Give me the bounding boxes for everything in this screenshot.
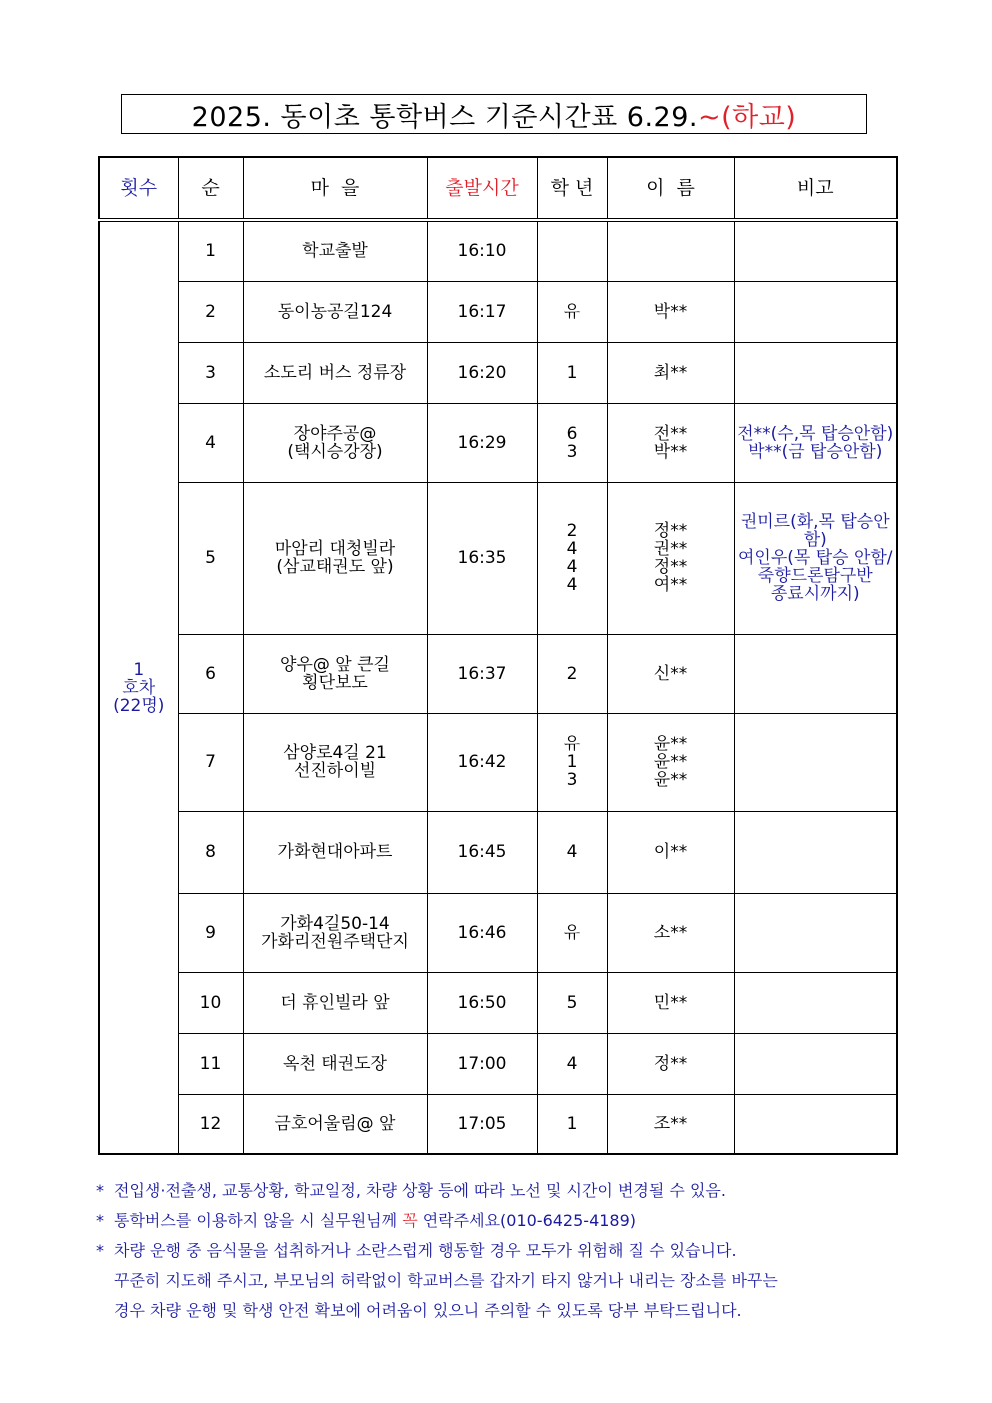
note-cell <box>734 634 897 713</box>
table-row <box>99 1094 897 1154</box>
table-row <box>99 403 897 482</box>
student-name: 최** <box>653 362 688 383</box>
seq-cell: 3 <box>178 342 243 403</box>
footnote-2 <box>96 1206 906 1236</box>
grade-cell <box>537 634 607 713</box>
student-name: 민** <box>653 992 688 1013</box>
seq-cell: 8 <box>178 811 243 893</box>
grade-value: 유 <box>563 922 581 943</box>
depart-time-cell: 16:42 <box>427 713 537 811</box>
title-main: 2025. 동이초 통학버스 기준시간표 6.29. <box>191 101 698 133</box>
seq-cell: 9 <box>178 893 243 972</box>
table-row <box>99 972 897 1033</box>
header-name: 이 름 <box>607 157 734 220</box>
depart-time-cell: 16:37 <box>427 634 537 713</box>
name-cell <box>607 811 734 893</box>
note-cell <box>734 482 897 634</box>
grade-value: 6 <box>566 423 578 444</box>
grade-value: 4 <box>566 575 578 595</box>
grade-value: 2 <box>566 521 578 541</box>
name-cell <box>607 972 734 1033</box>
table-row <box>99 1033 897 1094</box>
village-line: 학교출발 <box>302 241 368 262</box>
village-line: 가화리전원주택단지 <box>261 931 409 952</box>
schedule-body <box>99 220 897 1154</box>
village-cell <box>243 403 427 482</box>
footnotes <box>96 1176 906 1326</box>
depart-time-cell: 16:50 <box>427 972 537 1033</box>
grade-value: 3 <box>566 441 578 462</box>
student-name: 박** <box>653 301 688 322</box>
grade-value: 1 <box>566 362 578 383</box>
grade-value: 유 <box>563 734 581 754</box>
name-cell <box>607 220 734 281</box>
student-name: 전** <box>653 423 688 444</box>
grade-value: 2 <box>566 663 578 684</box>
table-row <box>99 342 897 403</box>
village-cell <box>243 634 427 713</box>
table-row <box>99 281 897 342</box>
table-row <box>99 634 897 713</box>
note-line: 전**(수,목 탑승안함) <box>737 423 894 444</box>
table-row <box>99 482 897 634</box>
depart-time-cell: 16:46 <box>427 893 537 972</box>
table-row <box>99 713 897 811</box>
student-name: 윤** <box>653 734 688 754</box>
village-cell <box>243 1033 427 1094</box>
village-line: 양우@ 앞 큰길 <box>280 654 390 675</box>
footnote-1-text: 전입생·전출생, 교통상황, 학교일정, 차량 상황 등에 따라 노선 및 시간이 변경될 수 있음. <box>114 1181 726 1200</box>
grade-value: 1 <box>566 1113 578 1134</box>
village-line: 삼양로4길 21 <box>283 743 387 763</box>
footnote-2-emphasis: 꼭 <box>402 1211 418 1230</box>
grade-cell <box>537 342 607 403</box>
note-cell <box>734 1094 897 1154</box>
student-name: 정** <box>653 1053 688 1074</box>
footnote-2-text-b: 연락주세요(010-6425-4189) <box>417 1211 637 1230</box>
seq-cell: 6 <box>178 634 243 713</box>
seq-cell: 11 <box>178 1033 243 1094</box>
header-note: 비고 <box>734 157 897 220</box>
note-line: 여인우(목 탑승 안함/ <box>737 548 893 568</box>
student-name: 윤** <box>653 752 688 772</box>
name-cell <box>607 634 734 713</box>
village-line: 선진하이빌 <box>293 761 377 781</box>
student-name: 이** <box>653 842 688 862</box>
note-cell <box>734 811 897 893</box>
depart-time-cell: 16:20 <box>427 342 537 403</box>
village-cell <box>243 893 427 972</box>
village-cell <box>243 220 427 281</box>
grade-cell <box>537 893 607 972</box>
village-line: (택시승강장) <box>287 441 383 462</box>
schedule-table <box>98 156 898 1155</box>
village-cell <box>243 713 427 811</box>
note-cell <box>734 1033 897 1094</box>
grade-cell <box>537 1094 607 1154</box>
grade-value: 4 <box>566 1053 578 1074</box>
grade-value: 4 <box>566 842 578 862</box>
footnote-2-text-a: 통학버스를 이용하지 않을 시 실무원님께 <box>114 1211 403 1230</box>
footnote-3 <box>96 1236 906 1266</box>
seq-cell: 1 <box>178 220 243 281</box>
grade-value: 유 <box>563 301 581 322</box>
header-grade: 학 년 <box>537 157 607 220</box>
seq-cell: 7 <box>178 713 243 811</box>
village-cell <box>243 342 427 403</box>
footnote-3-line-1: 차량 운행 중 음식물을 섭취하거나 소란스럽게 행동할 경우 모두가 위험해 질 수 있습니다. <box>114 1241 737 1260</box>
village-cell <box>243 482 427 634</box>
village-line: 장야주공@ <box>293 423 377 444</box>
footnote-star: * <box>96 1211 104 1230</box>
name-cell <box>607 281 734 342</box>
header-count: 횟수 <box>99 157 178 220</box>
student-name: 소** <box>653 922 688 943</box>
name-cell <box>607 403 734 482</box>
depart-time-cell: 16:17 <box>427 281 537 342</box>
village-line: 마암리 대청빌라 <box>274 539 396 559</box>
footnote-star: * <box>96 1181 104 1200</box>
depart-time-cell: 16:45 <box>427 811 537 893</box>
seq-cell: 12 <box>178 1094 243 1154</box>
seq-cell: 5 <box>178 482 243 634</box>
note-line: 죽향드론탐구반 <box>757 566 873 586</box>
grade-value: 1 <box>566 752 578 772</box>
page-title <box>121 94 867 134</box>
note-cell <box>734 403 897 482</box>
village-line: 가화현대아파트 <box>277 842 393 862</box>
village-cell <box>243 811 427 893</box>
grade-cell <box>537 220 607 281</box>
note-cell <box>734 893 897 972</box>
title-suffix: ~(하교) <box>697 101 797 133</box>
grade-value: 3 <box>566 770 578 790</box>
student-name: 정** <box>653 521 688 541</box>
note-line: 권미르(화,목 탑승안함) <box>740 512 890 550</box>
name-cell <box>607 893 734 972</box>
grade-value: 4 <box>566 557 578 577</box>
depart-time-cell: 16:35 <box>427 482 537 634</box>
student-name: 정** <box>653 557 688 577</box>
name-cell <box>607 1033 734 1094</box>
village-line: 동이농공길124 <box>277 301 393 322</box>
note-line: 박**(금 탑승안함) <box>748 441 883 462</box>
student-name: 조** <box>653 1113 688 1134</box>
grade-cell <box>537 281 607 342</box>
grade-cell <box>537 811 607 893</box>
note-cell <box>734 342 897 403</box>
note-cell <box>734 220 897 281</box>
village-line: 더 휴인빌라 앞 <box>280 992 390 1013</box>
village-line: 소도리 버스 정류장 <box>263 362 407 383</box>
village-cell <box>243 972 427 1033</box>
depart-time-cell: 17:05 <box>427 1094 537 1154</box>
grade-value: 5 <box>566 992 578 1013</box>
grade-cell <box>537 482 607 634</box>
name-cell <box>607 482 734 634</box>
name-cell <box>607 713 734 811</box>
student-name: 신** <box>653 663 688 684</box>
table-row <box>99 893 897 972</box>
grade-cell <box>537 403 607 482</box>
table-row <box>99 220 897 281</box>
depart-time-cell: 16:10 <box>427 220 537 281</box>
seq-cell: 4 <box>178 403 243 482</box>
header-seq: 순 <box>178 157 243 220</box>
note-cell <box>734 972 897 1033</box>
note-cell <box>734 713 897 811</box>
grade-value: 4 <box>566 539 578 559</box>
student-name: 박** <box>653 441 688 462</box>
seq-cell: 10 <box>178 972 243 1033</box>
trip-cell: 1 호차 (22명) <box>99 220 178 1154</box>
village-cell <box>243 281 427 342</box>
village-line: 금호어울림@ 앞 <box>274 1113 396 1134</box>
depart-time-cell: 16:29 <box>427 403 537 482</box>
village-cell <box>243 1094 427 1154</box>
note-line: 종료시까지) <box>770 584 860 604</box>
village-line: 옥천 태권도장 <box>283 1053 387 1074</box>
grade-cell <box>537 972 607 1033</box>
footnote-1 <box>96 1176 906 1206</box>
header-village: 마 을 <box>243 157 427 220</box>
footnote-3-line-3: 경우 차량 운행 및 학생 안전 확보에 어려움이 있으니 주의할 수 있도록 당부 부탁드립니다. <box>114 1301 742 1320</box>
village-line: 가화4길50-14 <box>280 913 390 934</box>
name-cell <box>607 342 734 403</box>
village-line: 횡단보도 <box>302 672 368 693</box>
depart-time-cell: 17:00 <box>427 1033 537 1094</box>
table-row <box>99 811 897 893</box>
footnote-3-line-2: 꾸준히 지도해 주시고, 부모님의 허락없이 학교버스를 갑자기 타지 않거나 내리는 장소를 바꾸는 <box>114 1271 778 1290</box>
student-name: 권** <box>653 539 688 559</box>
name-cell <box>607 1094 734 1154</box>
header-depart-time: 출발시간 <box>427 157 537 220</box>
grade-cell <box>537 1033 607 1094</box>
student-name: 여** <box>653 575 688 595</box>
header-row <box>99 157 897 220</box>
note-cell <box>734 281 897 342</box>
seq-cell: 2 <box>178 281 243 342</box>
footnote-star: * <box>96 1241 104 1260</box>
student-name: 윤** <box>653 770 688 790</box>
grade-cell <box>537 713 607 811</box>
village-line: (삼교태권도 앞) <box>276 557 394 577</box>
